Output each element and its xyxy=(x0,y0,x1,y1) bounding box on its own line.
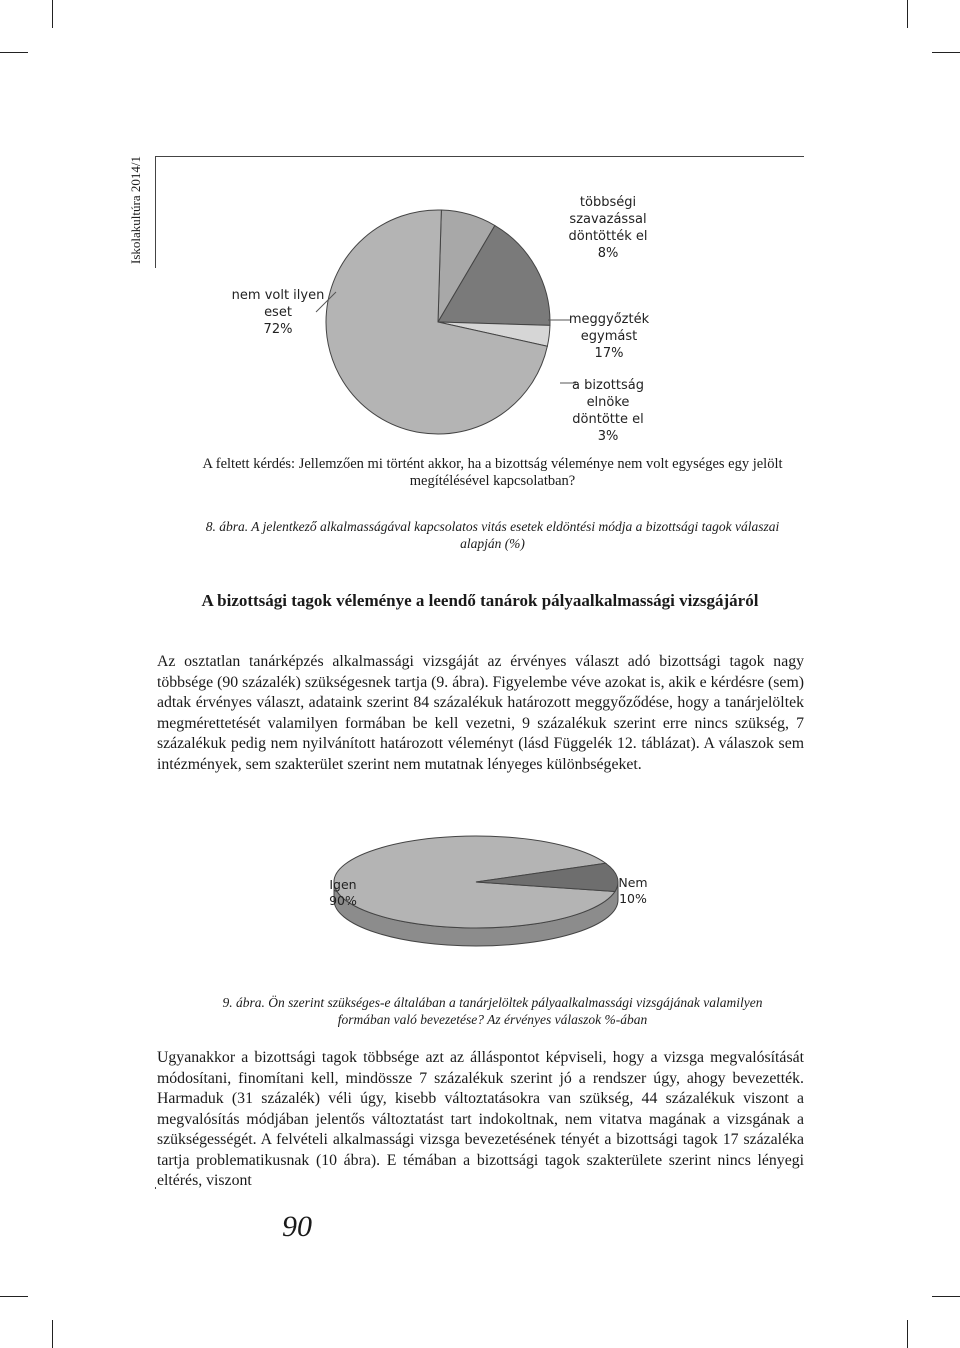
figure8-question: A feltett kérdés: Jellemzően mi történt akkor, ha a bizottság véleménye nem volt egységes egy jelölt megítélésével kapcsolatban? xyxy=(202,456,783,489)
journal-running-head: Iskolakultúra 2014/1 xyxy=(128,156,143,264)
body-paragraph-2: Ugyanakkor a bizottsági tagok többsége azt az álláspontot képviseli, hogy a vizsga megvalósítását módosítani, finomítani kell, mindössze 7 százalékuk szerint jó a rendszer úgy, ahogy bevezették. Harmaduk (31 százalék) véli úgy, kisebb változtatásokra van szükség, 44 százalékuk viszont a megvalósítás módjában jelentős változtatást tart indokoltnak, nem vitatva magának a vizsgának a szükségességét. A felvételi alkalmassági vizsga bevezetésének tényét a bizottsági tagok 17 százaléka tartja problematikusnak (10 ábra). E témában a bizottsági tagok szakterülete szerint nincs lényegi eltérés, viszont xyxy=(157,1049,804,1189)
figure8-caption-label: 8. ábra. xyxy=(205,519,249,534)
pie-slice-label: meggyőzték egymást 17% xyxy=(568,312,650,361)
page-number: 90 xyxy=(282,1210,312,1243)
figure9-caption-text: Ön szerint szükséges-e általában a tanárjelöltek pályaalkalmassági vizsgájának valamilyen formában való bevezetése? Az érvényes válaszok %-ában xyxy=(268,995,763,1027)
body-paragraph-1: Az osztatlan tanárképzés alkalmassági vizsgáját az érvényes választ adó bizottsági tagok nagy többsége (90 százalék) szükségesnek tartja (9. ábra). Figyelembe véve azokat is, akik e kérdésre (sem) adtak érvényes választ, adataink szerint 84 százalékuk határozott meggyőződése, hogy a tanárjelöltek megmérettetését valamilyen formában be kell vezetni, 9 százalékuk szerint erre nincs szükség, 7 százalékuk pedig nem nyilvánított határozott véleményt (lásd Függelék 12. táblázat). A válaszok sem intézmények, sem szakterület szerint nem mutatnak lényeges különbségeket. xyxy=(157,653,804,773)
pie-slice-label: Nem 10% xyxy=(618,875,648,906)
figure9-caption-label: 9. ábra. xyxy=(222,995,265,1010)
pie-slice-label: a bizottság elnöke döntötte el 3% xyxy=(572,378,644,444)
section-title: A bizottsági tagok véleménye a leendő tanárok pályaalkalmassági vizsgájáról xyxy=(201,591,759,610)
figure9-caption xyxy=(200,994,785,1028)
pie-slice-label: Igen 90% xyxy=(329,877,357,908)
figure8-caption-text: A jelentkező alkalmasságával kapcsolatos vitás esetek eldöntési módja a bizottsági tagok válaszai alapján (%) xyxy=(251,519,780,551)
pie-slice-label: nem volt ilyen eset 72% xyxy=(231,288,325,337)
pie-slice-label: többségi szavazással döntötték el 8% xyxy=(568,195,648,261)
